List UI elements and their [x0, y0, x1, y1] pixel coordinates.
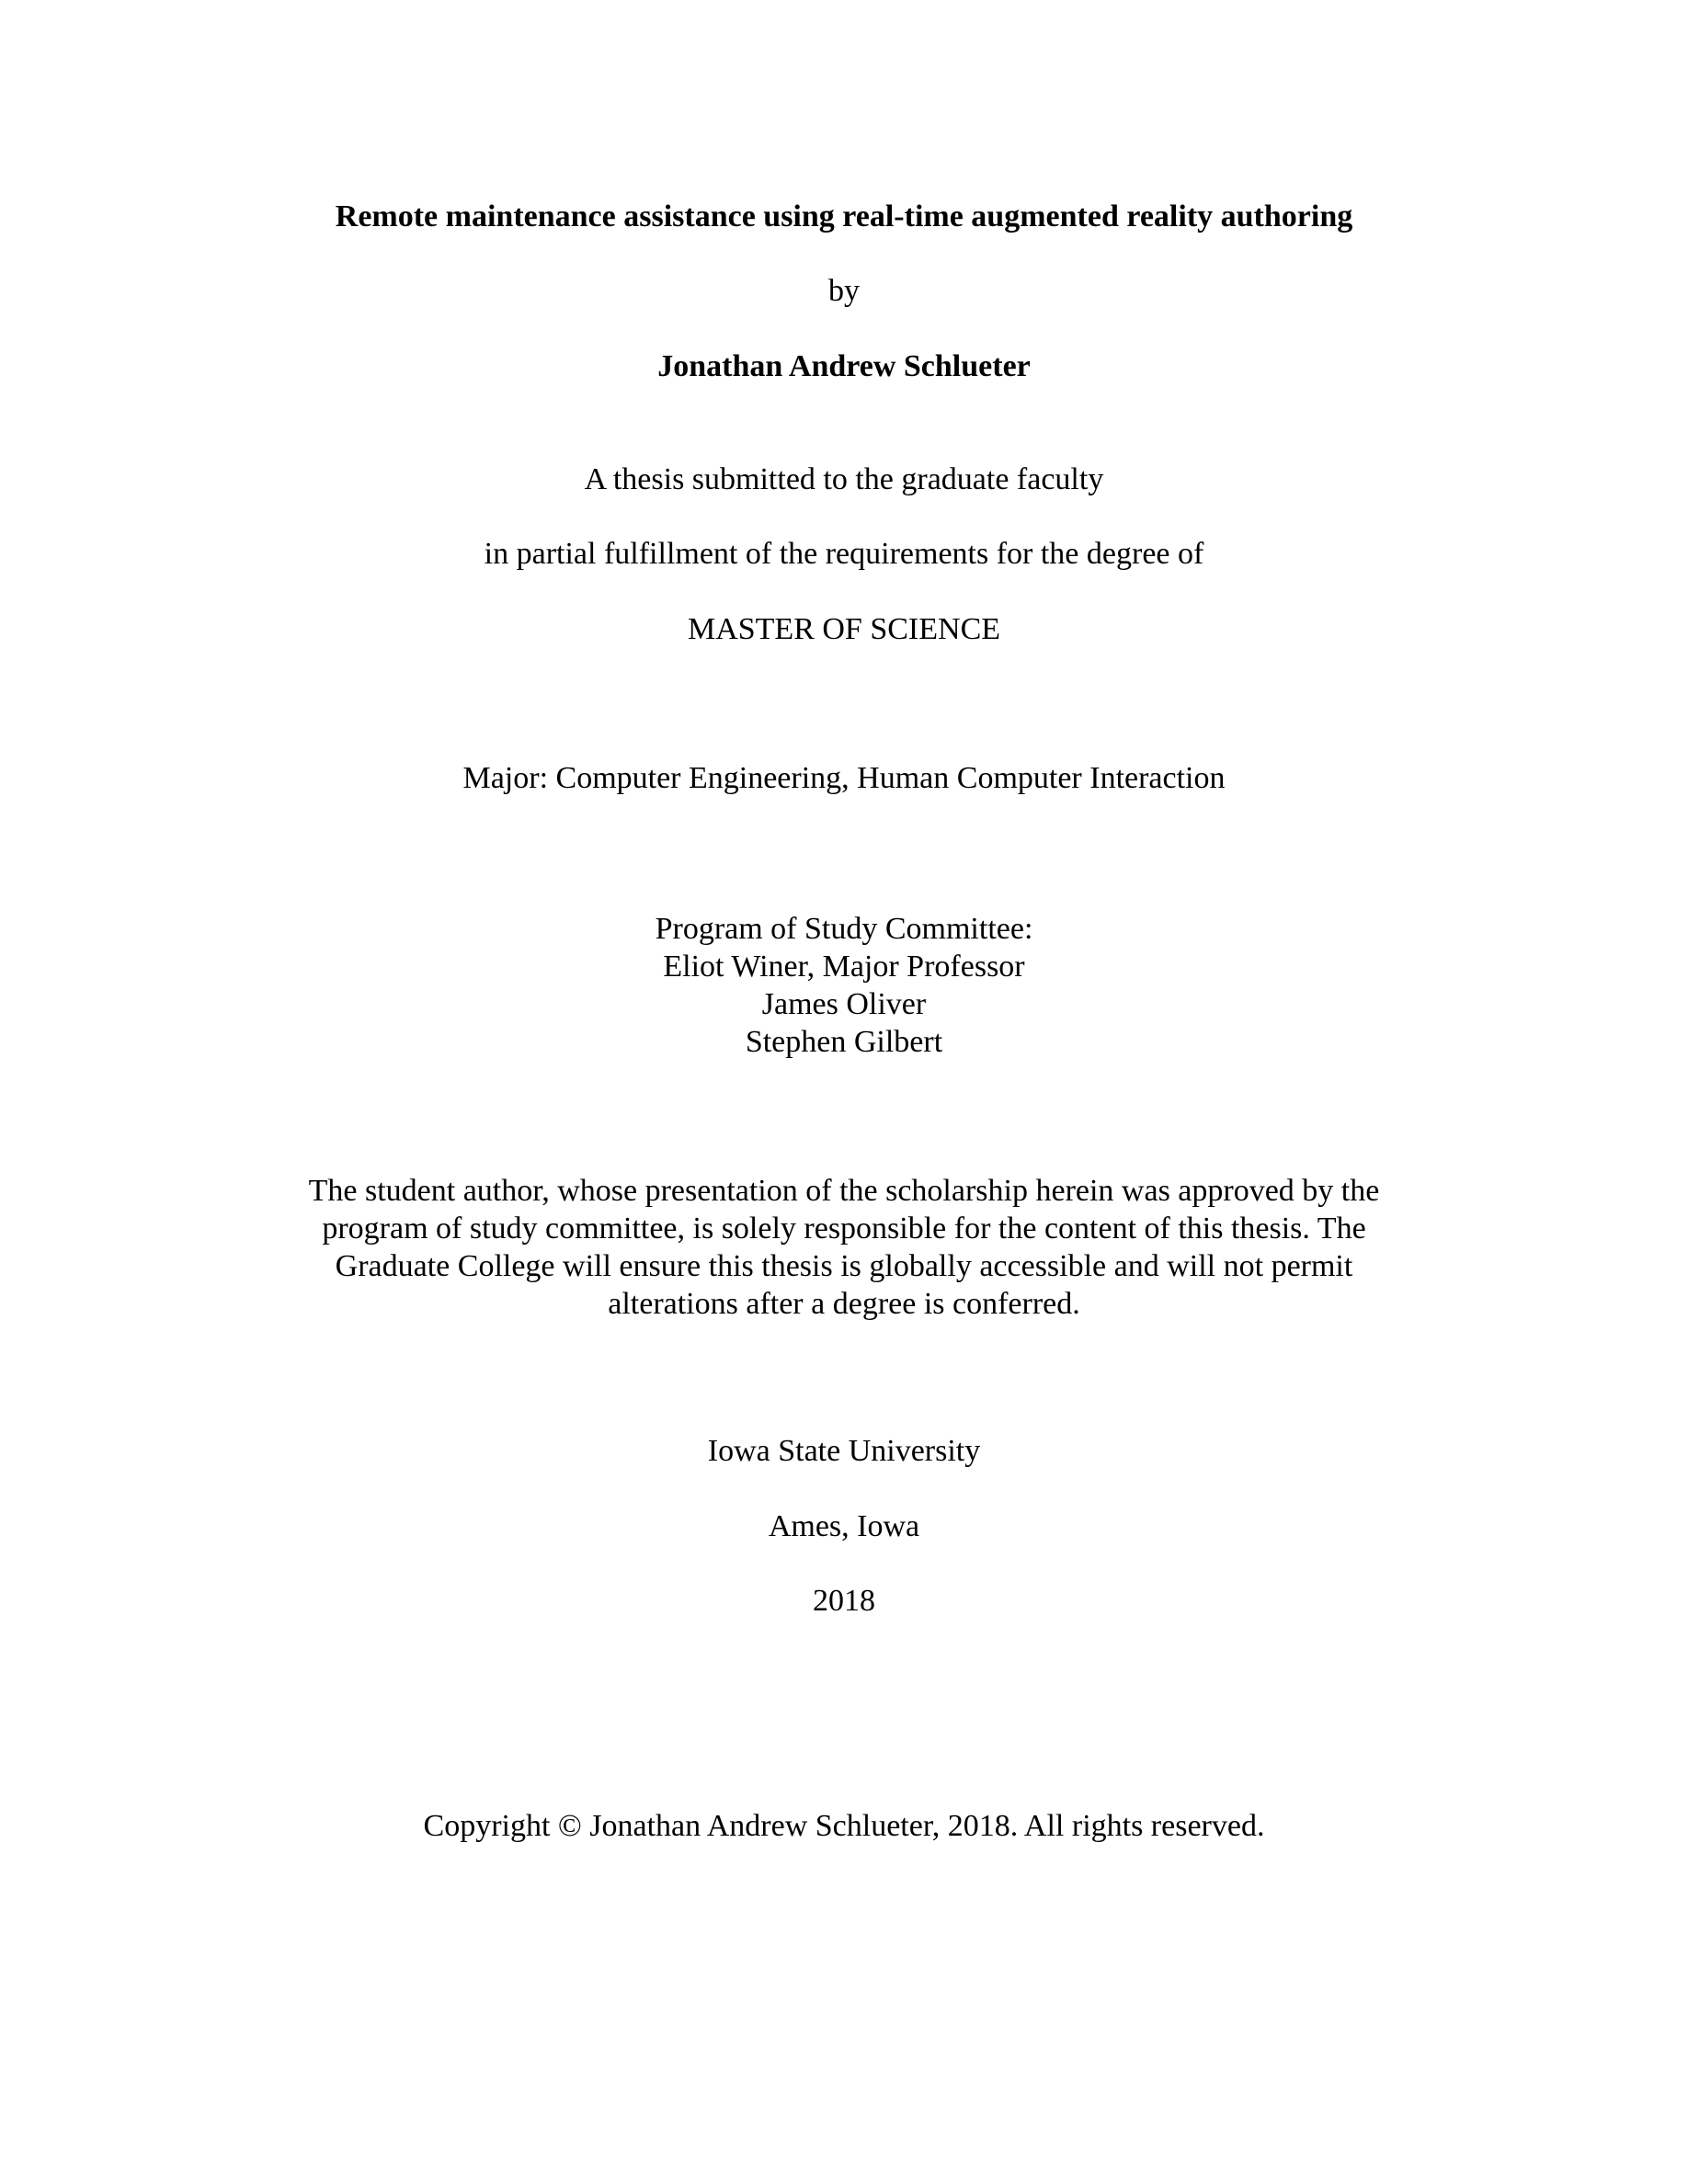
by-label: by [828, 274, 860, 308]
author-statement [0, 1172, 1688, 1323]
thesis-title: Remote maintenance assistance using real-time augmented reality authoring [335, 199, 1353, 233]
committee-block [0, 910, 1688, 1061]
institution-name: Iowa State University [707, 1434, 981, 1468]
copyright-notice: Copyright © Jonathan Andrew Schlueter, 2018. All rights reserved. [423, 1809, 1265, 1843]
committee-heading: Program of Study Committee: [655, 912, 1033, 946]
major-line: Major: Computer Engineering, Human Computer Interaction [462, 761, 1226, 795]
year: 2018 [813, 1584, 875, 1618]
submission-line-2: in partial fulfillment of the requirements for the degree of [484, 537, 1204, 571]
statement-line: The student author, whose presentation of the scholarship herein was approved by the [308, 1174, 1380, 1208]
statement-line: program of study committee, is solely responsible for the content of this thesis. The [322, 1211, 1366, 1246]
submission-line-1: A thesis submitted to the graduate faculty [584, 462, 1104, 496]
location: Ames, Iowa [768, 1509, 920, 1543]
author-name: Jonathan Andrew Schlueter [657, 349, 1031, 383]
degree-name: MASTER OF SCIENCE [687, 612, 1001, 646]
committee-member: Eliot Winer, Major Professor [663, 950, 1025, 984]
statement-line: alterations after a degree is conferred. [608, 1287, 1080, 1321]
statement-line: Graduate College will ensure this thesis is globally accessible and will not permit [335, 1249, 1353, 1283]
committee-member: James Oliver [761, 987, 927, 1021]
committee-member: Stephen Gilbert [745, 1025, 943, 1059]
